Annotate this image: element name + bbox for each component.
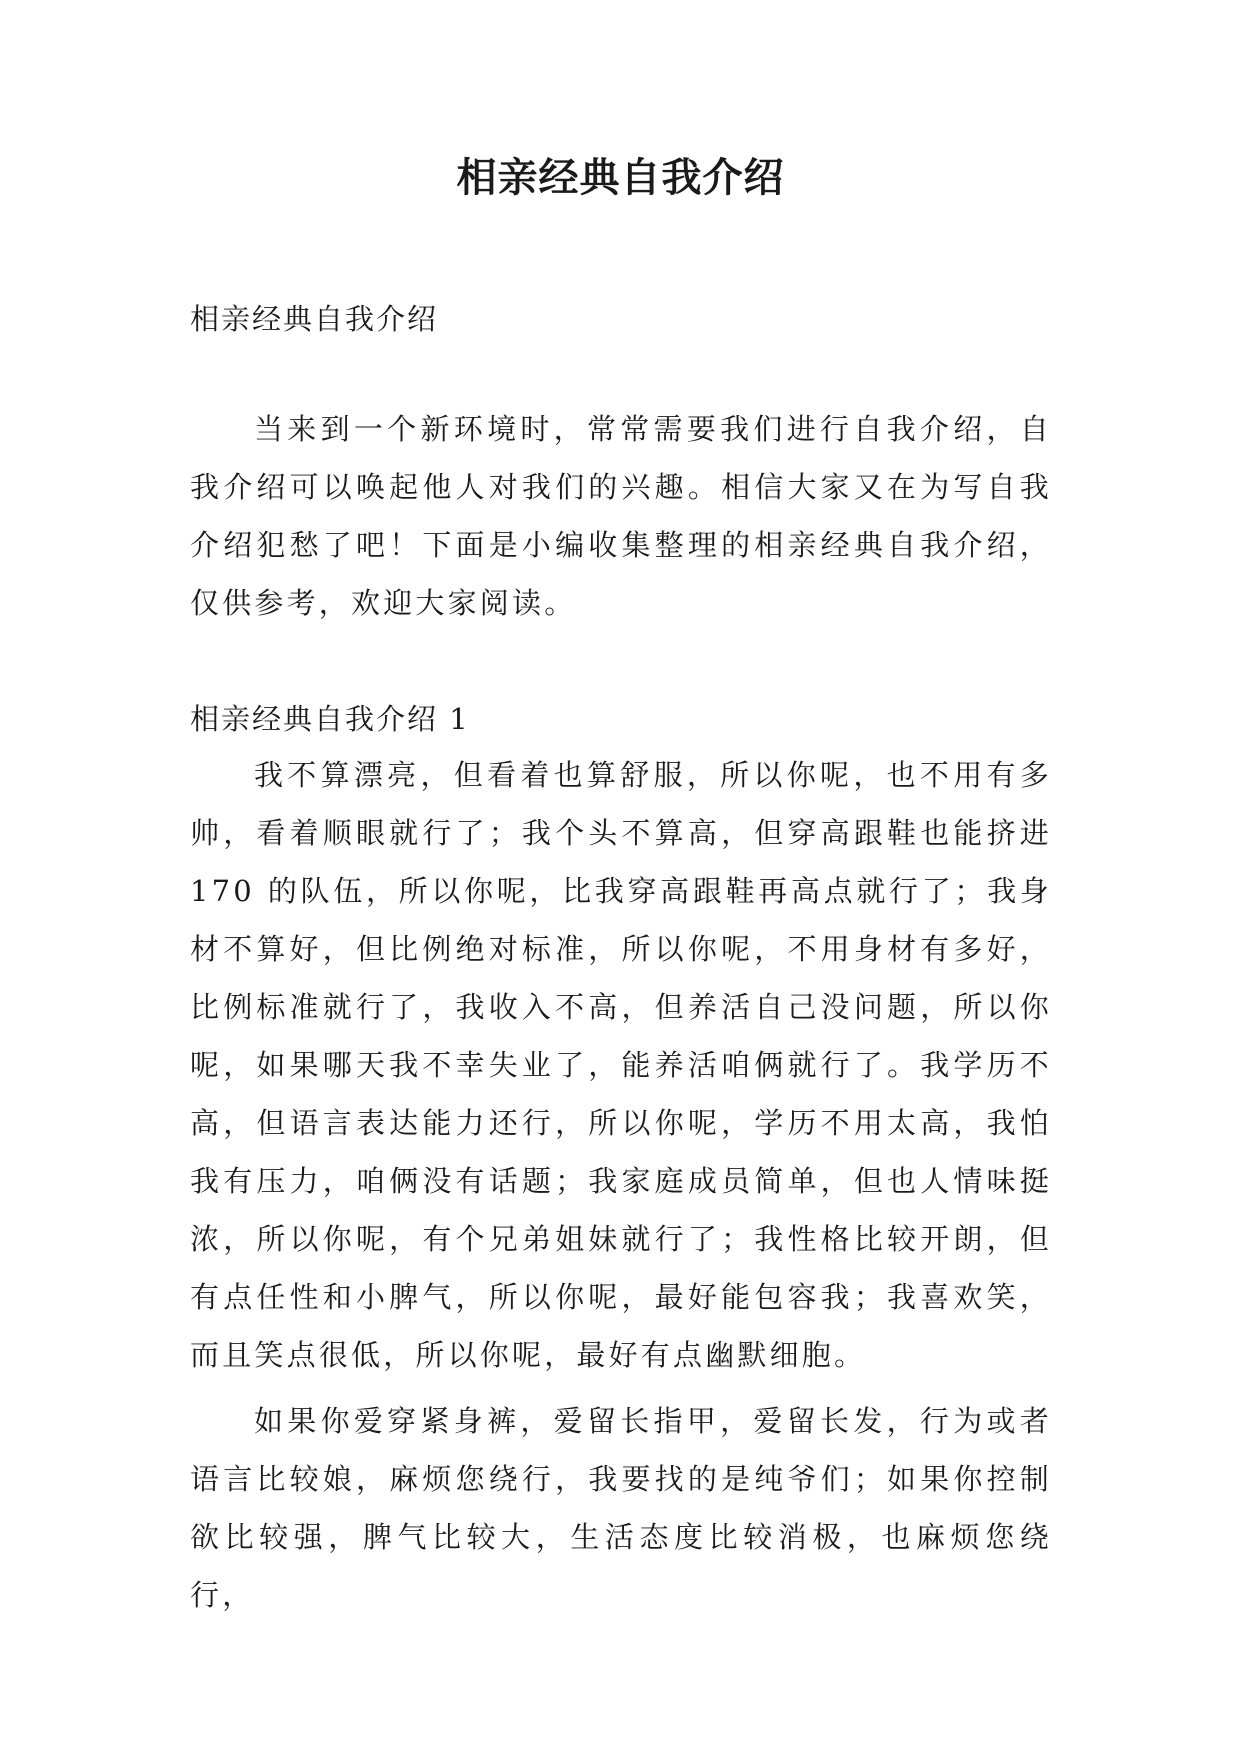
- body-paragraph-1: 我不算漂亮，但看着也算舒服，所以你呢，也不用有多帅，看着顺眼就行了；我个头不算高，但穿高跟鞋也能挤进 170 的队伍，所以你呢，比我穿高跟鞋再高点就行了；我身材不算好，但比例绝对标准，所以你呢，不用身材有多好，比例标准就行了，我收入不高，但养活自己没问题，所以你呢，如果哪天我不幸失业了，能养活咱俩就行了。我学历不高，但语言表达能力还行，所以你呢，学历不用太高，我怕我有压力，咱俩没有话题；我家庭成员简单，但也人情味挺浓，所以你呢，有个兄弟姐妹就行了；我性格比较开朗，但有点任性和小脾气，所以你呢，最好能包容我；我喜欢笑，而且笑点很低，所以你呢，最好有点幽默细胞。: [190, 758, 1052, 1372]
- section-heading: 相亲经典自我介绍 1: [190, 702, 470, 736]
- document-subtitle: 相亲经典自我介绍: [190, 302, 439, 336]
- intro-paragraph: 当来到一个新环境时，常常需要我们进行自我介绍，自我介绍可以唤起他人对我们的兴趣。相信大家又在为写自我介绍犯愁了吧！下面是小编收集整理的相亲经典自我介绍，仅供参考，欢迎大家阅读。: [190, 412, 1052, 620]
- body-paragraph-2: 如果你爱穿紧身裤，爱留长指甲，爱留长发，行为或者语言比较娘，麻烦您绕行，我要找的是纯爷们；如果你控制欲比较强，脾气比较大，生活态度比较消极，也麻烦您绕行，: [190, 1404, 1052, 1612]
- page-title: 相亲经典自我介绍: [456, 155, 785, 201]
